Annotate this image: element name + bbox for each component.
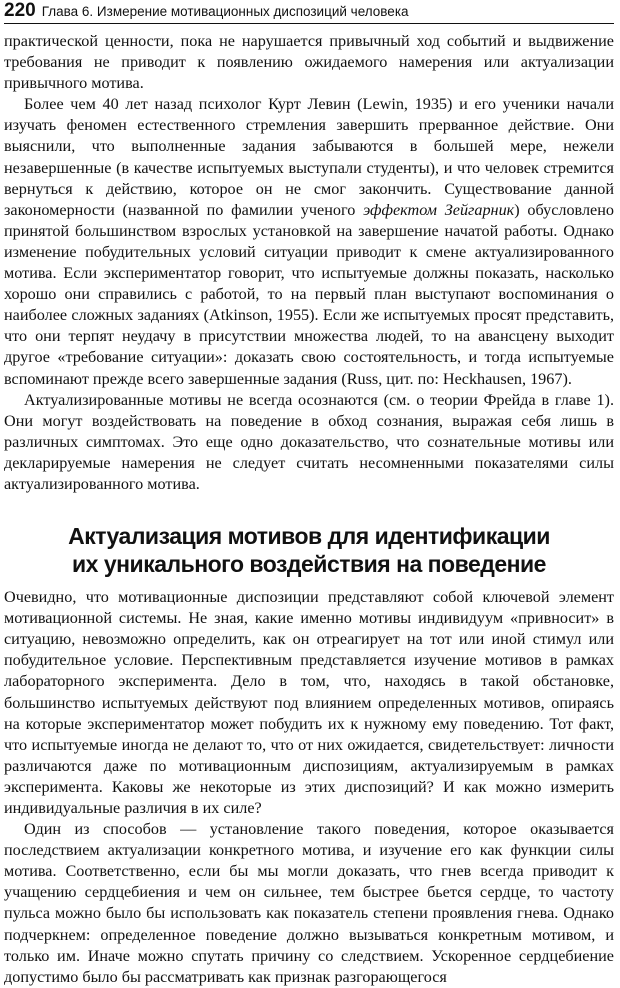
page-number: 220 — [4, 0, 36, 21]
section-heading-line-1: Актуализация мотивов для идентификации — [68, 523, 550, 550]
section-heading-line-2: их уникального воздействия на поведение — [72, 551, 546, 578]
paragraph-lewin-before: Более чем 40 лет назад психолог Курт Левин (Lewin, 1935) и его ученики начали изучать феномен естественного стремления завершить прерванное действие. Они выяснили, что выполненные задания забываются в большей мере, нежели незавершенные (в качестве испытуемых выступали студенты), и что человек стремится вернуться к действию, которое он не смог закончить. Существование данной закономерности (названной по фамилии ученого — [4, 95, 614, 219]
paragraph-lewin — [4, 94, 614, 389]
section-heading — [4, 522, 614, 578]
chapter-title: Глава 6. Измерение мотивационных диспозиций человека — [41, 4, 409, 19]
zeigarnik-effect-term: эффектом Зейгарник — [363, 200, 515, 219]
paragraph-motivational-dispositions: Очевидно, что мотивационные диспозиции представляют собой ключевой элемент мотивационной системы. Не зная, какие именно мотивы индивидуум «привносит» в ситуацию, невозможно определить, как он отреагирует на тот или иной стимул или побудительное условие. Перспективным представляется изучение мотивов в рамках лабораторного эксперимента. Дело в том, что, находясь в такой обстановке, большинство испытуемых действуют под влиянием определенных мотивов, опираясь на которые экспериментатор может побудить их к нужному ему поведению. Тот факт, что испытуемые иногда не делают то, что от них ожидается, свидетельствует: личности различаются даже по мотивационным диспозициям, актуализируемым в рамках эксперимента. Каковы же некоторые из этих диспозиций? И как можно измерить индивидуальные различия в их силе? — [4, 588, 614, 817]
paragraph-unconscious-motives: Актуализированные мотивы не всегда осознаются (см. о теории Фрейда в главе 1). Они могут воздействовать на поведение в обход сознания, выражая себя лишь в различных симптомах. Это еще одно доказательство, что сознательные мотивы или декларируемые намерения не следует считать несомненными показателями силы актуализированного мотива. — [4, 390, 614, 493]
paragraph-measurement-method: Один из способов — установление такого поведения, которое оказывается последствием актуализации конкретного мотива, и изучение его как функции силы мотива. Соответственно, если бы мы могли доказать, что гнев всегда приводит к учащению сердцебиения и чем он сильнее, тем быстрее бьется сердце, то частоту пульса можно было бы использовать как показатель степени проявления гнева. Однако подчеркнем: определенное поведение должно вызываться конкретным мотивом, и только им. Иначе можно спутать причину со следствием. Ускоренное сердцебиение допустимо было бы рассматривать как признак разгорающегося — [4, 820, 614, 986]
running-header — [4, 1, 614, 24]
paragraph-continuation: практической ценности, пока не нарушается привычный ход событий и выдвижение требования не приводит к появлению ожидаемого намерения или актуализации привычного мотива. — [4, 32, 614, 93]
paragraph-lewin-after: ) обусловлено принятой большинством взрослых установкой на завершение начатой работы. Однако изменение побудительных условий ситуации приводит к смене актуализированного мотива. Если экспериментатор говорит, что испытуемые должны показать, насколько хорошо они справились с работой, то на первый план выступают воспоминания о наиболее сложных заданиях (Atkinson, 1955). Если же испытуемых просят представить, что они терпят неудачу в присутствии множества людей, то на авансцену выходит другое «требование ситуации»: доказать свою состоятельность, и тогда испытуемые вспоминают прежде всего завершенные задания (Russ, цит. по: Heckhausen, 1967). — [4, 200, 614, 388]
